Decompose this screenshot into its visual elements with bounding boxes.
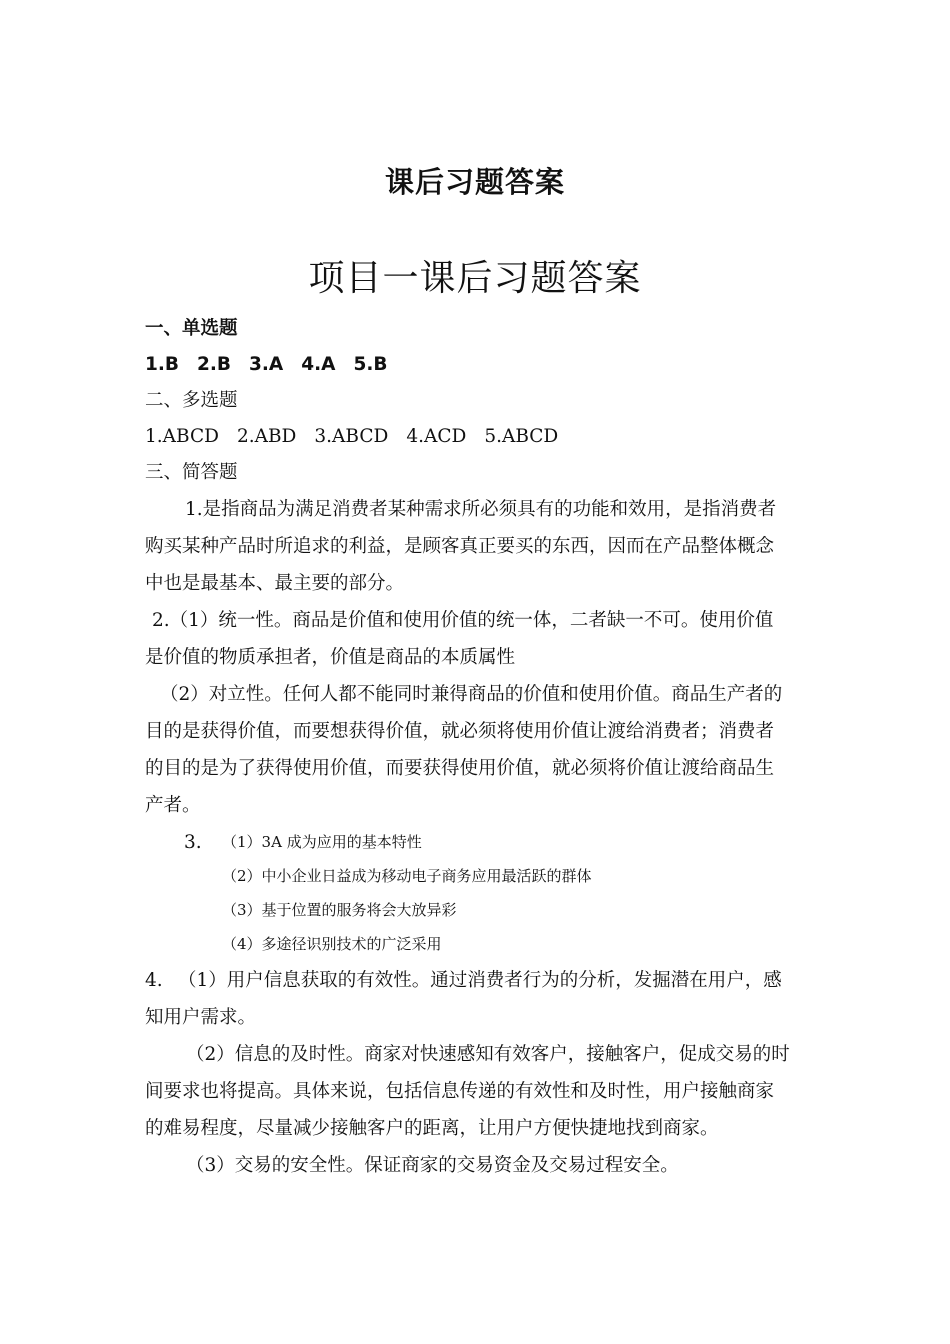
single-choice-answers <box>145 346 810 383</box>
answer-item: 5.ABCD <box>484 426 559 447</box>
answer-item: 1.ABCD <box>145 426 219 447</box>
q2-line: 目的是获得价值，而要想获得价值，就必须将使用价值让渡给消费者；消费者 <box>145 721 775 742</box>
q2-line: 的目的是为了获得使用价值，而要获得使用价值，就必须将价值让渡给商品生 <box>145 758 775 779</box>
q3-line: （3）基于位置的服务将会大放异彩 <box>222 901 457 919</box>
q4-line: （1）用户信息获取的有效性。通过消费者行为的分析，发掘潜在用户，感 <box>178 970 782 991</box>
answer-item: 4.A <box>301 354 336 375</box>
q1-line: 1.是指商品为满足消费者某种需求所必须具有的功能和效用，是指消费者 <box>185 499 777 520</box>
answer-item: 2.B <box>197 354 232 375</box>
q3-number: 3. <box>184 832 202 853</box>
q4-line: （2）信息的及时性。商家对快速感知有效客户，接触客户，促成交易的时 <box>186 1044 790 1065</box>
page-subtitle: 项目一课后习题答案 <box>308 258 642 299</box>
q4-line: 间要求也将提高。具体来说，包括信息传递的有效性和及时性，用户接触商家 <box>145 1081 775 1102</box>
q3-line: （2）中小企业日益成为移动电子商务应用最活跃的群体 <box>222 867 592 885</box>
answer-item: 4.ACD <box>406 426 467 447</box>
q2-line: 2.（1）统一性。商品是价值和使用价值的统一体，二者缺一不可。使用价值 <box>152 610 774 631</box>
section-heading-single-choice: 一、单选题 <box>145 318 238 339</box>
q2-line: 是价值的物质承担者，价值是商品的本质属性 <box>145 647 516 668</box>
section-heading-multi-choice: 二、多选题 <box>145 390 238 411</box>
q4-line: 的难易程度，尽量减少接触客户的距离，让用户方便快捷地找到商家。 <box>145 1118 719 1139</box>
multi-choice-answers <box>145 418 810 455</box>
q1-line: 购买某种产品时所追求的利益，是顾客真正要买的东西，因而在产品整体概念 <box>145 536 775 557</box>
answer-item: 3.A <box>249 354 284 375</box>
q3-line: （4）多途径识别技术的广泛采用 <box>222 935 442 953</box>
page-title: 课后习题答案 <box>384 165 565 199</box>
q4-line: 知用户需求。 <box>145 1007 257 1028</box>
q2-line: （2）对立性。任何人都不能同时兼得商品的价值和使用价值。商品生产者的 <box>160 684 783 705</box>
section-heading-short-answer: 三、简答题 <box>145 462 238 483</box>
q3-line: （1）3A 成为应用的基本特性 <box>222 833 422 851</box>
q1-line: 中也是最基本、最主要的部分。 <box>145 573 405 594</box>
answer-item: 1.B <box>145 354 180 375</box>
q4-number: 4. <box>145 970 163 991</box>
q2-line: 产者。 <box>145 795 201 816</box>
answer-item: 5.B <box>353 354 388 375</box>
answer-item: 2.ABD <box>236 426 297 447</box>
answer-item: 3.ABCD <box>314 426 389 447</box>
q4-line: （3）交易的安全性。保证商家的交易资金及交易过程安全。 <box>186 1155 679 1176</box>
